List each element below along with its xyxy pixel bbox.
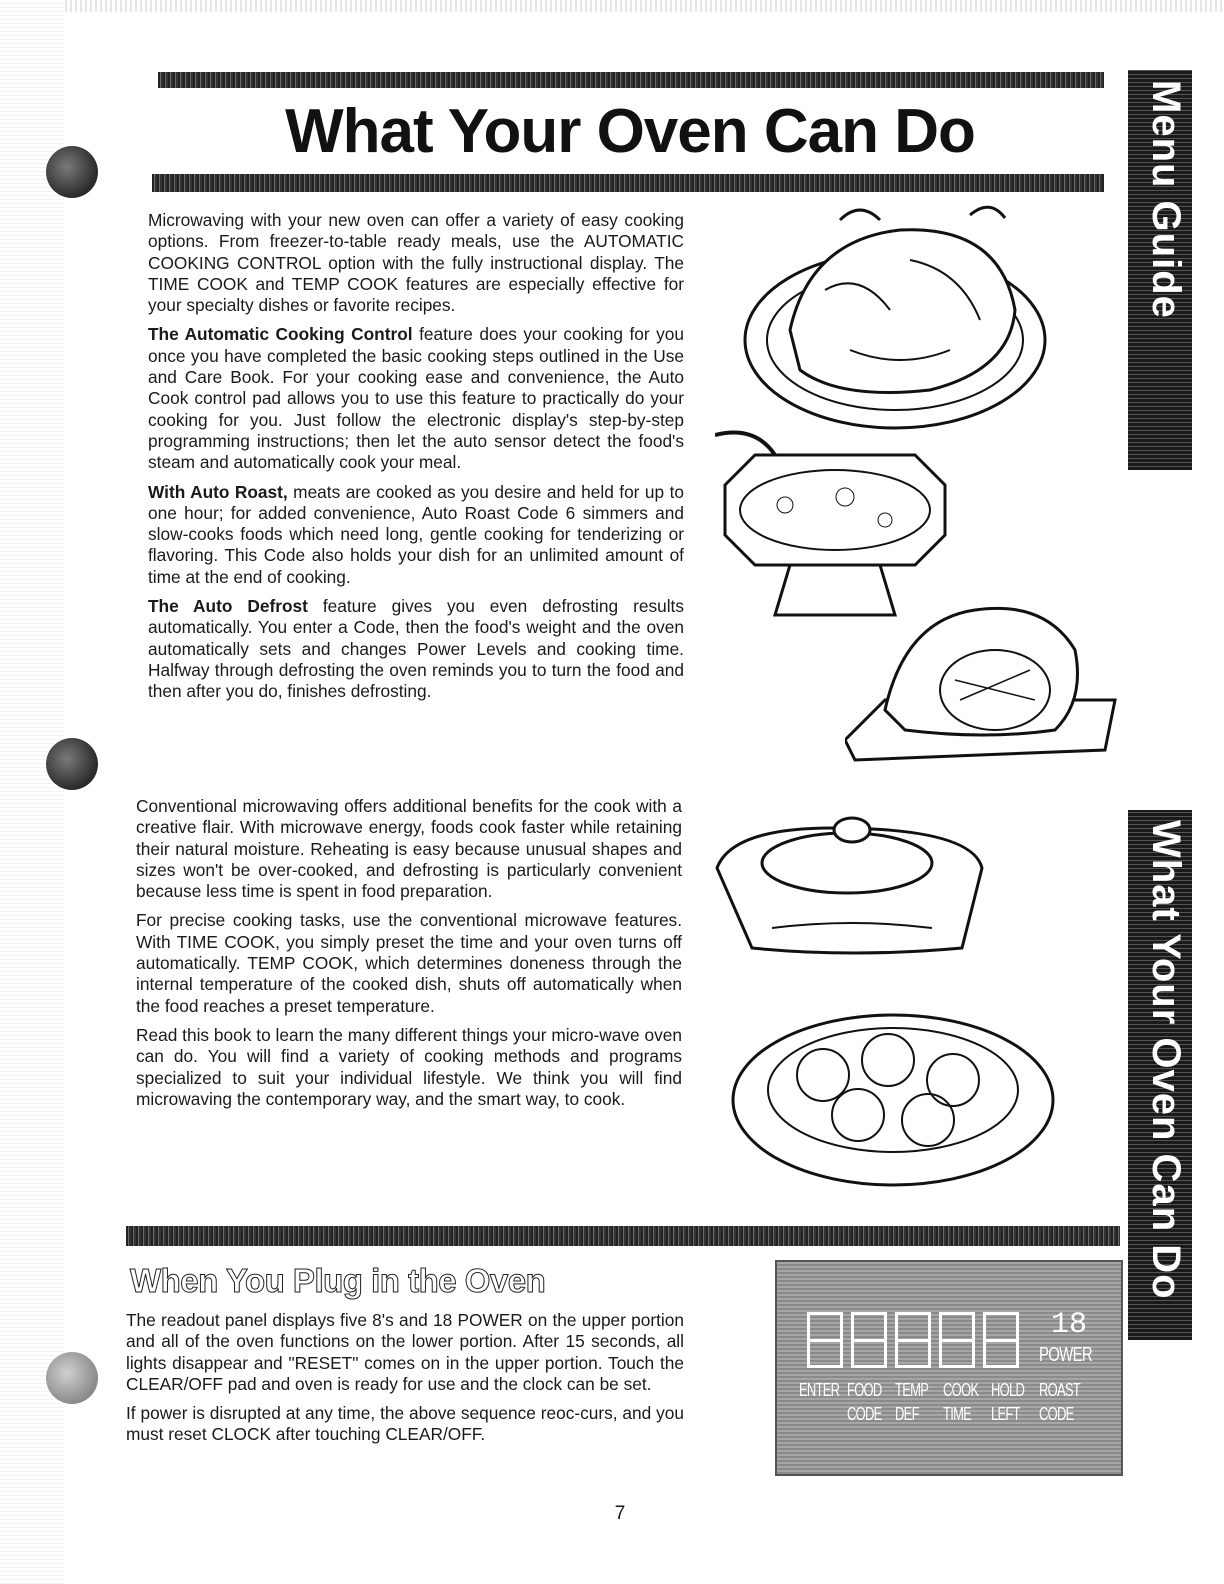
function-label: TIME <box>943 1404 972 1424</box>
intro-paragraph <box>148 324 684 473</box>
paragraph-body: meats are cooked as you desire and held for up to one hour; for added convenience, Auto Roast Code 6 simmers and slow-cooks foods which need long, gentle cooking for tenderizing or flavoring. This Code also holds your dish for an unlimited amount of time at the end of cooking. <box>148 481 684 587</box>
title-rule-bottom <box>152 174 1104 192</box>
chicken-illustration <box>730 200 1060 440</box>
plug-paragraph: The readout panel displays five 8's and 18 POWER on the upper portion and all of the oven functions on the lower portion. After 15 seconds, all lights disappear and "RESET" comes on in the upper portion. Touch the CLEAR/OFF pad and oven is ready for use and the clock can be set. <box>126 1310 684 1394</box>
binder-hole-icon <box>46 146 98 198</box>
section-rule <box>126 1226 1120 1246</box>
intro-text-lower <box>136 796 682 1118</box>
scan-edge-top <box>0 0 1224 12</box>
seven-segment-digit <box>983 1312 1019 1368</box>
intro-paragraph <box>148 596 684 702</box>
power-label: POWER <box>1039 1344 1092 1366</box>
plug-section-text <box>126 1310 684 1454</box>
binder-hole-icon <box>46 1352 98 1404</box>
function-label: DEF <box>895 1404 919 1424</box>
side-tab-bottom-label: What Your Oven Can Do <box>1144 820 1188 1300</box>
function-row-lower <box>847 1404 1081 1425</box>
page-number: 7 <box>614 1503 626 1524</box>
function-label: LEFT <box>991 1404 1020 1424</box>
paragraph-lead: With Auto Roast, <box>148 481 288 502</box>
side-tab-strip <box>1128 60 1192 1570</box>
seven-segment-digit <box>939 1312 975 1368</box>
salad-plate-illustration <box>728 990 1058 1190</box>
intro-text <box>148 210 684 711</box>
intro-paragraph <box>148 482 684 588</box>
intro-paragraph: Microwaving with your new oven can offer a variety of easy cooking options. From freezer-to-table ready meals, use the AUTOMATIC COOKING CONTROL option with the fully instructional display. The TIME COOK and TEMP COOK features are especially effective for your specialty dishes or favorite recipes. <box>148 210 684 316</box>
intro-paragraph: Conventional microwaving offers additional benefits for the cook with a creative flair. With microwave energy, foods cook faster while retaining their natural moisture. Reheating is easy because unusual shapes and sizes won't be over-cooked, and defrosting is particularly convenient because less time is spent in food preparation. <box>136 796 682 902</box>
roast-illustration <box>845 590 1120 780</box>
paragraph-body: feature gives you even defrosting results automatically. You enter a Code, then the food's weight and the oven automatically sets and changes Power Levels and cooking time. Halfway through defrosting the oven reminds you to turn the food and then after you do, finishes defrosting. <box>148 596 684 702</box>
digit-display <box>807 1312 1019 1368</box>
seven-segment-digit <box>851 1312 887 1368</box>
function-label: ROAST <box>1039 1380 1081 1400</box>
intro-paragraph: Read this book to learn the many different things your micro-wave oven can do. You will find a variety of cooking methods and programs specialized to suit your individual lifestyle. We think you will find microwaving the contemporary way, and the smart way, to cook. <box>136 1024 682 1109</box>
seven-segment-digit <box>895 1312 931 1368</box>
seven-segment-digit <box>807 1312 843 1368</box>
casserole-illustration <box>712 808 992 968</box>
power-level-readout: 18 <box>1051 1308 1088 1342</box>
function-label: ENTER <box>799 1380 840 1400</box>
section-heading: When You Plug in the Oven <box>130 1262 546 1299</box>
paragraph-lead: The Automatic Cooking Control <box>148 324 413 345</box>
paragraph-lead: The Auto Defrost <box>148 596 308 617</box>
scan-edge-left <box>0 0 64 1584</box>
function-label: TEMP <box>895 1380 929 1400</box>
paragraph-body: feature does your cooking for you once you have completed the basic cooking steps outlined in the Use and Care Book. For your cooking ease and convenience, the Auto Cook control pad allows you to use this feature to practically do your cooking for you. Just follow the electronic display's step-by-step programming instructions; then let the auto sensor detect the food's steam and automatically cook your meal. <box>148 324 685 473</box>
side-tab-top-label: Menu Guide <box>1144 80 1188 319</box>
page-title: What Your Oven Can Do <box>285 97 975 166</box>
function-label: CODE <box>847 1404 882 1424</box>
binder-hole-icon <box>46 738 98 790</box>
function-row-upper <box>799 1380 1081 1401</box>
intro-paragraph: For precise cooking tasks, use the conventional microwave features. With TIME COOK, you simply preset the time and your oven turns off automatically. TEMP COOK, which determines doneness through the internal temperature of the cooked dish, shuts off automatically when the food reaches a preset temperature. <box>136 910 682 1016</box>
function-label: FOOD <box>847 1380 882 1400</box>
function-label: HOLD <box>991 1380 1025 1400</box>
function-label: COOK <box>943 1380 979 1400</box>
function-label: CODE <box>1039 1404 1074 1424</box>
plug-paragraph: If power is disrupted at any time, the above sequence reoc-curs, and you must reset CLOCK after touching CLEAR/OFF. <box>126 1403 684 1445</box>
readout-panel <box>775 1260 1123 1476</box>
title-rule-top <box>158 72 1104 88</box>
